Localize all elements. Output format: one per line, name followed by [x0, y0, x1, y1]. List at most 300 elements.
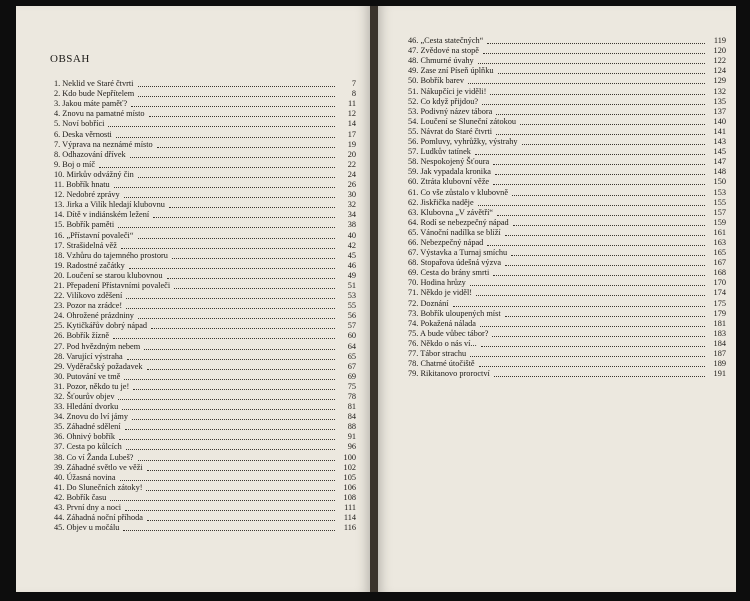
toc-entry-title: 15. Bobřík paměti — [54, 220, 115, 230]
dot-leader — [478, 63, 705, 64]
toc-entry-title: 22. Vilíkovo zděšení — [54, 291, 123, 301]
toc-entry — [408, 339, 726, 349]
toc-entry-page-number: 40 — [347, 230, 356, 240]
toc-entry-title: 75. A bude vůbec tábor? — [408, 328, 489, 338]
dot-leader — [172, 258, 335, 259]
toc-entry-page-number: 8 — [351, 89, 356, 99]
toc-entry-page-number: 141 — [713, 126, 726, 136]
toc-entry-title: 34. Znovu do lví jámy — [54, 412, 128, 422]
toc-entry — [408, 177, 726, 187]
toc-entry-title: 19. Radostné začátky — [54, 260, 125, 270]
dot-leader — [123, 530, 335, 531]
toc-entry — [408, 127, 726, 137]
dot-leader — [127, 359, 335, 360]
toc-entry — [54, 331, 356, 341]
toc-entry — [408, 208, 726, 218]
dot-leader — [478, 205, 705, 206]
toc-entry-page-number: 19 — [347, 139, 356, 149]
toc-entry — [408, 137, 726, 147]
toc-entry-page-number: 184 — [713, 338, 726, 348]
toc-entry-title: 9. Boj o míč — [54, 159, 96, 169]
toc-entry-page-number: 49 — [347, 270, 356, 280]
toc-entry-title: 29. Vyděračský požadavek — [54, 361, 143, 371]
toc-entry-page-number: 150 — [713, 177, 726, 187]
dot-leader — [124, 379, 335, 380]
toc-entry — [54, 321, 356, 331]
toc-entry — [54, 200, 356, 210]
toc-entry-page-number: 51 — [347, 280, 356, 290]
toc-entry — [54, 523, 356, 533]
toc-entry-title: 74. Pokažená nálada — [408, 318, 476, 328]
toc-entry-title: 21. Přepadení Přístavními povaleči — [54, 280, 171, 290]
toc-entry-title: 11. Bobřík hnatu — [54, 180, 110, 190]
toc-entry-page-number: 22 — [347, 159, 356, 169]
toc-entry-title: 14. Dítě v indiánském ležení — [54, 210, 150, 220]
toc-entry-page-number: 56 — [347, 311, 356, 321]
toc-entry — [408, 167, 726, 177]
toc-entry — [408, 97, 726, 107]
toc-entry-title: 78. Chatrné útočiště — [408, 359, 475, 369]
toc-entry-page-number: 46 — [347, 260, 356, 270]
toc-entry-page-number: 11 — [348, 99, 356, 109]
dot-leader — [493, 275, 705, 276]
toc-entry-page-number: 34 — [347, 210, 356, 220]
toc-entry-title: 17. Strašidelná věž — [54, 240, 117, 250]
dot-leader — [133, 389, 335, 390]
toc-entry-page-number: 96 — [347, 442, 356, 452]
toc-entry-page-number: 191 — [713, 369, 726, 379]
toc-entry-title: 58. Nespokojený Šťoura — [408, 157, 490, 167]
dot-leader — [108, 126, 335, 127]
dot-leader — [481, 346, 705, 347]
toc-entry-page-number: 116 — [343, 523, 356, 533]
toc-entry-page-number: 45 — [347, 250, 356, 260]
toc-entry-title: 45. Objev u močálu — [54, 523, 120, 533]
toc-entry-page-number: 157 — [713, 207, 726, 217]
toc-entry — [408, 198, 726, 208]
toc-entry — [54, 261, 356, 271]
dot-leader — [498, 73, 706, 74]
toc-entry-page-number: 42 — [347, 240, 356, 250]
toc-entry — [54, 119, 356, 129]
dot-leader — [138, 96, 335, 97]
toc-entry — [54, 452, 356, 462]
dot-leader — [144, 349, 335, 350]
dot-leader — [119, 439, 335, 440]
toc-entry-title: 39. Záhadné světlo ve věži — [54, 462, 143, 472]
toc-entry — [54, 412, 356, 422]
toc-entry — [54, 170, 356, 180]
toc-entry-title: 32. Šťourův objev — [54, 392, 115, 401]
dot-leader — [125, 510, 335, 511]
toc-entry-page-number: 26 — [347, 180, 356, 190]
dot-leader — [121, 248, 335, 249]
dot-leader — [505, 235, 705, 236]
toc-entry-page-number: 137 — [713, 106, 726, 116]
toc-entry — [54, 503, 356, 513]
toc-entry-page-number: 165 — [713, 248, 726, 258]
toc-entry-title: 12. Nedobré zprávy — [54, 190, 120, 200]
toc-entry — [54, 210, 356, 220]
dot-leader — [512, 195, 705, 196]
toc-entry — [54, 483, 356, 493]
toc-entry-page-number: 106 — [343, 482, 356, 492]
toc-entry-page-number: 105 — [343, 472, 356, 482]
dot-leader — [125, 429, 335, 430]
toc-entry-page-number: 132 — [713, 86, 726, 96]
toc-entry — [408, 107, 726, 117]
left-page — [16, 6, 370, 592]
toc-entry-title: 66. Nebezpečný nápad — [408, 237, 484, 247]
toc-entry-page-number: 153 — [713, 187, 726, 197]
dot-leader — [494, 376, 705, 377]
toc-entry-title: 37. Cesta po kůlcích — [54, 442, 122, 452]
toc-entry-title: 23. Pozor na zrádce! — [54, 301, 123, 311]
toc-entry-title: 42. Bobřík času — [54, 492, 107, 502]
toc-entry-title: 56. Pomluvy, vyhrůžky, výstrahy — [408, 137, 518, 147]
toc-entry-page-number: 55 — [347, 301, 356, 311]
toc-entry — [54, 362, 356, 372]
dot-leader — [131, 106, 335, 107]
toc-entry-title: 13. Jirka a Vilík hledají klubovnu — [54, 200, 165, 210]
toc-entry — [408, 187, 726, 197]
toc-entry-title: 8. Odhazování dřívek — [54, 149, 126, 159]
toc-entry-page-number: 189 — [713, 359, 726, 369]
toc-entry-title: 30. Putování ve tmě — [54, 371, 121, 381]
toc-list-right — [408, 36, 726, 379]
toc-entry-title: 70. Hodina hrůzy — [408, 278, 466, 288]
toc-entry — [54, 241, 356, 251]
toc-entry-page-number: 69 — [347, 371, 356, 381]
toc-entry-page-number: 108 — [343, 492, 356, 502]
toc-entry-title: 67. Výstavka a Turnaj smíchu — [408, 248, 508, 258]
dot-leader — [470, 285, 705, 286]
toc-entry — [408, 309, 726, 319]
toc-entry-title: 44. Záhadná noční příhoda — [54, 513, 143, 523]
toc-entry-title: 24. Ohrožené prázdniny — [54, 311, 134, 321]
dot-leader — [132, 419, 335, 420]
toc-entry-title: 73. Bobřík uloupených míst — [408, 308, 501, 318]
dot-leader — [116, 137, 335, 138]
toc-entry-title: 72. Doznání — [408, 298, 449, 308]
toc-entry-title: 61. Co vše zůstalo v klubovně — [408, 187, 509, 197]
dot-leader — [147, 369, 335, 370]
dot-leader — [490, 94, 705, 95]
toc-entry — [408, 319, 726, 329]
toc-entry-page-number: 119 — [713, 36, 726, 46]
toc-entry-page-number: 88 — [347, 422, 356, 432]
dot-leader — [495, 174, 705, 175]
toc-entry-title: 38. Co ví Žanda Lubeš? — [54, 452, 134, 462]
toc-entry — [408, 56, 726, 66]
dot-leader — [138, 177, 335, 178]
toc-entry-title: 20. Loučení se starou klubovnou — [54, 270, 163, 280]
toc-entry-title: 28. Varující výstraha — [54, 351, 123, 361]
toc-entry-page-number: 120 — [713, 46, 726, 56]
toc-entry — [408, 218, 726, 228]
toc-entry-title: 51. Nákupčíci je viděli! — [408, 86, 487, 96]
toc-entry — [54, 301, 356, 311]
toc-entry-title: 68. Stopařova údešná výzva — [408, 258, 502, 268]
dot-leader — [493, 184, 705, 185]
toc-entry-page-number: 60 — [347, 331, 356, 341]
dot-leader — [124, 197, 335, 198]
dot-leader — [138, 238, 336, 239]
toc-entry-title: 46. „Cesta statečných“ — [408, 36, 484, 46]
toc-entry-title: 49. Zase zní Píseň úplňku — [408, 66, 494, 76]
toc-entry-title: 31. Pozor, někdo tu je! — [54, 381, 130, 391]
toc-entry-title: 76. Někdo o nás ví... — [408, 338, 477, 348]
dot-leader — [126, 308, 335, 309]
toc-entry-page-number: 111 — [344, 503, 356, 513]
toc-entry — [408, 369, 726, 379]
toc-entry — [408, 359, 726, 369]
dot-leader — [129, 268, 335, 269]
toc-entry-page-number: 91 — [347, 432, 356, 442]
toc-entry-page-number: 155 — [713, 197, 726, 207]
toc-entry — [54, 473, 356, 483]
dot-leader — [167, 278, 335, 279]
toc-entry-title: 47. Zvědové na stopě — [408, 46, 479, 56]
toc-entry-title: 3. Jakou máte paměť? — [54, 99, 128, 109]
toc-entry-title: 60. Ztráta klubovní věže — [408, 177, 490, 187]
toc-entry-page-number: 30 — [347, 190, 356, 200]
toc-entry-page-number: 145 — [713, 147, 726, 157]
toc-entry — [54, 281, 356, 291]
toc-entry — [54, 99, 356, 109]
dot-leader — [511, 255, 705, 256]
dot-leader — [475, 154, 705, 155]
toc-entry-title: 25. Kytičkářův dobrý nápad — [54, 321, 148, 331]
toc-entry — [54, 190, 356, 200]
toc-entry — [54, 129, 356, 139]
dot-leader — [487, 43, 705, 44]
toc-entry — [408, 46, 726, 56]
toc-entry — [408, 248, 726, 258]
toc-entry-page-number: 168 — [713, 268, 726, 278]
contents-heading: OBSAH — [50, 53, 90, 66]
dot-leader — [130, 157, 335, 158]
toc-entry-page-number: 14 — [347, 119, 356, 129]
toc-entry — [54, 513, 356, 523]
dot-leader — [118, 399, 335, 400]
toc-entry-title: 69. Cesta do brány smrti — [408, 268, 490, 278]
dot-leader — [505, 316, 705, 317]
toc-entry-title: 5. Noví bobříci — [54, 119, 105, 129]
toc-entry — [54, 402, 356, 412]
toc-entry — [408, 86, 726, 96]
toc-entry-page-number: 124 — [713, 66, 726, 76]
toc-entry — [54, 220, 356, 230]
book-gutter — [370, 6, 378, 592]
toc-entry-page-number: 102 — [343, 462, 356, 472]
dot-leader — [113, 338, 335, 339]
toc-entry-page-number: 129 — [713, 76, 726, 86]
toc-entry-title: 62. Jiskřička naděje — [408, 197, 474, 207]
toc-entry — [408, 66, 726, 76]
dot-leader — [470, 356, 705, 357]
toc-entry-page-number: 163 — [713, 237, 726, 247]
toc-entry — [54, 89, 356, 99]
toc-entry — [408, 298, 726, 308]
toc-entry-page-number: 84 — [347, 412, 356, 422]
toc-entry — [54, 341, 356, 351]
toc-entry — [408, 349, 726, 359]
dot-leader — [169, 207, 335, 208]
toc-entry-title: 27. Pod hvězdným nebem — [54, 341, 141, 351]
toc-entry-page-number: 147 — [713, 157, 726, 167]
toc-entry — [54, 79, 356, 89]
toc-entry-page-number: 187 — [713, 349, 726, 358]
dot-leader — [505, 265, 705, 266]
toc-entry-title: 4. Znovu na pamatné místo — [54, 109, 145, 119]
toc-entry — [54, 372, 356, 382]
dot-leader — [99, 167, 335, 168]
toc-entry-page-number: 135 — [713, 96, 726, 106]
toc-entry-page-number: 175 — [713, 298, 726, 308]
toc-entry-title: 43. První dny a noci — [54, 503, 122, 513]
dot-leader — [138, 460, 336, 461]
toc-entry-page-number: 38 — [347, 220, 356, 230]
dot-leader — [151, 328, 335, 329]
dot-leader — [114, 187, 335, 188]
dot-leader — [496, 134, 705, 135]
dot-leader — [146, 490, 335, 491]
dot-leader — [482, 104, 705, 105]
dot-leader — [479, 366, 705, 367]
toc-entry-page-number: 65 — [347, 351, 356, 361]
toc-entry-title: 65. Vánoční nadílka se blíží — [408, 227, 501, 237]
toc-entry — [408, 288, 726, 298]
dot-leader — [126, 298, 335, 299]
toc-entry-page-number: 140 — [713, 116, 726, 126]
dot-leader — [476, 295, 705, 296]
toc-entry-page-number: 148 — [713, 167, 726, 177]
dot-leader — [468, 83, 705, 84]
toc-entry-page-number: 81 — [347, 402, 356, 412]
toc-entry-title: 36. Ohnivý bobřík — [54, 432, 116, 442]
dot-leader — [453, 306, 705, 307]
toc-entry-title: 50. Bobřík barev — [408, 76, 464, 86]
toc-entry-title: 52. Co když přijdou? — [408, 96, 479, 106]
toc-entry-title: 41. Do Slunečních zátoky! — [54, 482, 143, 492]
toc-entry-page-number: 167 — [713, 258, 726, 268]
toc-entry-title: 35. Záhadné sdělení — [54, 422, 121, 432]
toc-entry — [408, 238, 726, 248]
toc-entry — [408, 278, 726, 288]
toc-list-left — [54, 79, 356, 533]
dot-leader — [147, 470, 335, 471]
toc-entry — [54, 291, 356, 301]
toc-entry-page-number: 12 — [347, 109, 356, 119]
dot-leader — [118, 227, 335, 228]
toc-entry — [408, 329, 726, 339]
toc-entry — [408, 117, 726, 127]
toc-entry-title: 57. Ludkův tatínek — [408, 147, 471, 157]
dot-leader — [149, 116, 335, 117]
toc-entry — [54, 109, 356, 119]
dot-leader — [138, 318, 335, 319]
toc-entry-page-number: 114 — [343, 513, 356, 523]
toc-entry — [54, 230, 356, 240]
toc-entry — [408, 76, 726, 86]
dot-leader — [110, 500, 335, 501]
dot-leader — [153, 217, 335, 218]
toc-entry — [54, 463, 356, 473]
toc-entry-title: 7. Výprava na neznámé místo — [54, 139, 153, 149]
toc-entry — [408, 228, 726, 238]
toc-entry-page-number: 181 — [713, 318, 726, 328]
toc-entry-page-number: 17 — [347, 129, 356, 139]
dot-leader — [496, 114, 705, 115]
toc-entry-title: 26. Bobřík žízně — [54, 331, 110, 341]
dot-leader — [522, 144, 705, 145]
dot-leader — [157, 147, 335, 148]
toc-entry-page-number: 53 — [347, 291, 356, 301]
toc-entry — [408, 268, 726, 278]
dot-leader — [174, 288, 335, 289]
toc-entry-title: 54. Loučení se Sluneční zátokou — [408, 116, 517, 126]
dot-leader — [493, 164, 705, 165]
toc-entry — [54, 140, 356, 150]
dot-leader — [147, 520, 335, 521]
toc-entry-page-number: 20 — [347, 149, 356, 159]
right-page — [378, 6, 736, 592]
toc-entry-title: 16. „Přístavní povaleči“ — [54, 230, 134, 240]
toc-entry-title: 64. Rodí se nebezpečný nápad — [408, 217, 509, 227]
toc-entry-title: 77. Tábor strachu — [408, 349, 467, 358]
toc-entry — [54, 422, 356, 432]
dot-leader — [492, 336, 705, 337]
toc-entry-page-number: 174 — [713, 288, 726, 298]
toc-entry — [54, 493, 356, 503]
toc-entry-title: 63. Klubovna „V závětří“ — [408, 207, 494, 217]
dot-leader — [480, 326, 705, 327]
dot-leader — [487, 245, 705, 246]
toc-entry-title: 79. Rikitanovo proroctví — [408, 369, 490, 379]
toc-entry — [54, 150, 356, 160]
toc-entry-page-number: 183 — [713, 328, 726, 338]
toc-entry-title: 71. Někdo je viděl! — [408, 288, 473, 298]
dot-leader — [126, 449, 335, 450]
toc-entry-page-number: 170 — [713, 278, 726, 288]
toc-entry — [408, 147, 726, 157]
toc-entry — [408, 36, 726, 46]
toc-entry — [54, 251, 356, 261]
toc-entry — [408, 258, 726, 268]
dot-leader — [138, 86, 336, 87]
toc-entry-page-number: 7 — [351, 79, 356, 89]
toc-entry — [54, 392, 356, 402]
toc-entry-page-number: 64 — [347, 341, 356, 351]
toc-entry-page-number: 143 — [713, 137, 726, 147]
toc-entry-title: 6. Deska věrnosti — [54, 129, 112, 139]
toc-entry-title: 1. Neklid ve Staré čtvrti — [54, 79, 134, 89]
dot-leader — [122, 409, 335, 410]
toc-entry-title: 33. Hledání dvorku — [54, 402, 119, 412]
toc-entry — [54, 311, 356, 321]
toc-entry-title: 10. Mirkův odvážný čin — [54, 169, 134, 179]
toc-entry — [54, 271, 356, 281]
toc-entry-page-number: 57 — [347, 321, 356, 331]
toc-entry-page-number: 100 — [343, 452, 356, 462]
dot-leader — [497, 215, 705, 216]
dot-leader — [483, 53, 705, 54]
dot-leader — [513, 225, 705, 226]
toc-entry-page-number: 67 — [347, 361, 356, 371]
dot-leader — [120, 480, 335, 481]
toc-entry-page-number: 122 — [713, 56, 726, 66]
